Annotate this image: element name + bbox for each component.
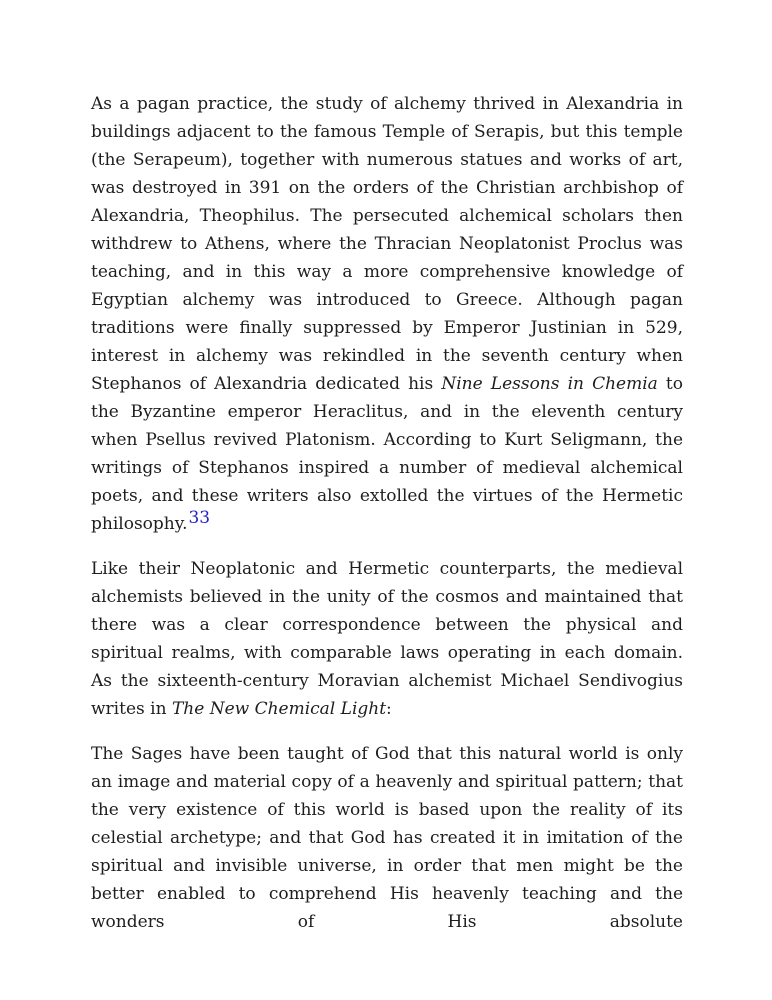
paragraph-quotation (91, 740, 683, 936)
paragraph-medieval-alchemists (91, 555, 683, 723)
paragraph-text: As a pagan practice, the study of alchemy thrived in Alexandria in buildings adjacent to the famous Temple of Serapis, but this temple (the Serapeum), together with numerous statues and works of art, was destroyed in 391 on the orders of the Christian archbishop of Alexandria, Theophilus. The persecuted alchemical scholars then withdrew to Athens, where the Thracian Neoplatonist Proclus was teaching, and in this way a more comprehensive knowledge of Egyptian alchemy was introduced to Greece. Although pagan traditions were finally suppressed by Emperor Justinian in 529, interest in alchemy was rekindled in the seventh century when Stephanos of Alexandria dedicated his (91, 94, 683, 394)
document-page (91, 90, 683, 953)
paragraph-text: Like their Neoplatonic and Hermetic counterparts, the medieval alchemists believed in the unity of the cosmos and maintained that there was a clear correspondence between the physical and spiritual realms, with comparable laws operating in each domain. As the sixteenth-century Moravian alchemist Michael Sendivogius writes in (91, 559, 683, 719)
paragraph-text: to the Byzantine emperor Heraclitus, and in the eleventh century when Psellus revived Platonism. According to Kurt Seligmann, the writings of Stephanos inspired a number of medieval alchemical poets, and these writers also extolled the virtues of the Hermetic philosophy. (91, 374, 683, 534)
footnote-link[interactable]: 33 (188, 508, 211, 528)
book-title-italic: The New Chemical Light (171, 699, 387, 719)
paragraph-alchemy-history (91, 90, 683, 538)
book-title-italic: Nine Lessons in Chemia (441, 374, 658, 394)
paragraph-text: The Sages have been taught of God that this natural world is only an image and material copy of a heavenly and spiritual pattern; that the very existence of this world is based upon the reality of its celestial archetype; and that God has created it in imitation of the spiritual and invisible universe, in order that men might be the better enabled to comprehend His heavenly teaching and the wonders of His absolute (91, 744, 683, 932)
paragraph-text: : (386, 699, 392, 719)
